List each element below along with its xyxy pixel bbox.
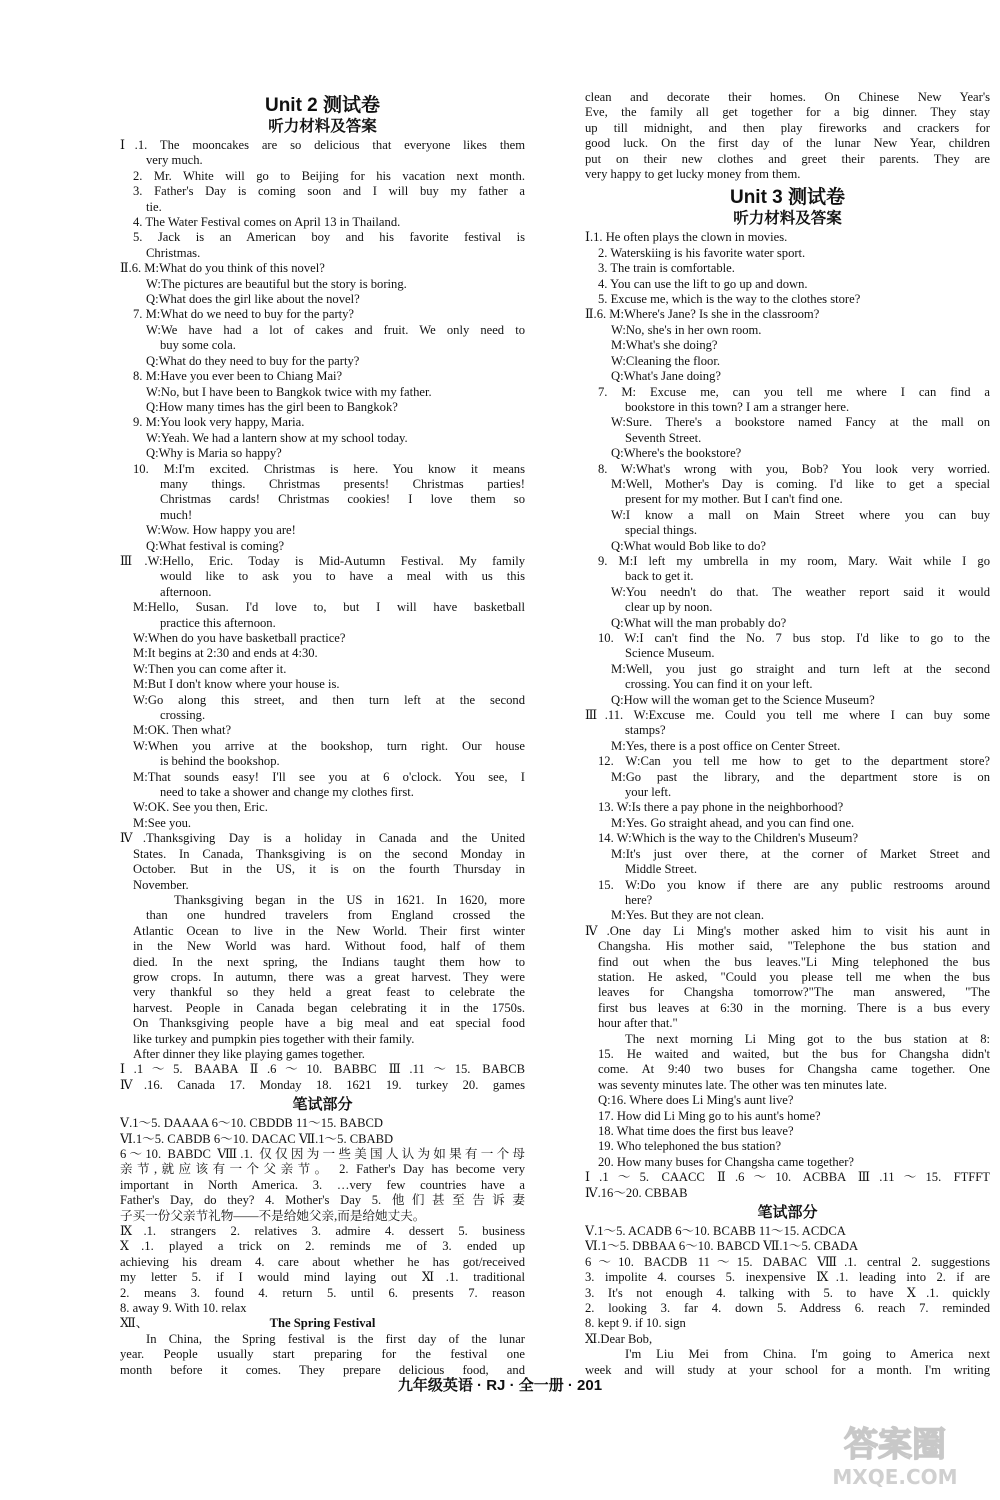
watermark-top-text: 答案圈 [844, 1425, 946, 1465]
text-line: many things. Christmas presents! Christmas parties! [160, 476, 525, 491]
text-line: grow crops. In autumn, there was a great harvest. They were [133, 969, 525, 984]
unit3-written-answers [585, 1224, 990, 1378]
text-line: afternoon. [160, 584, 212, 599]
unit2-written-answers [120, 1116, 525, 1316]
text-line: M:Yes. Go straight ahead, and you can find one. [611, 815, 855, 830]
text-line: 15. He waited and waited, but the bus for Changsha didn't [598, 1046, 990, 1061]
text-line: Ⅵ.1～5. CABDB 6～10. DACAC Ⅶ.1～5. CBABD [120, 1131, 394, 1146]
text-line: was seventy minutes late. The other was ten minutes late. [598, 1077, 887, 1092]
essay-continued [585, 90, 990, 182]
text-line: Ⅱ.6. M:What do you think of this novel? [120, 261, 325, 276]
text-line: W:Go along this street, and then turn left at the second [133, 692, 525, 707]
text-line: Q:How will the woman get to the Science Museum? [611, 692, 875, 707]
text-line: practice this afternoon. [160, 615, 276, 630]
text-line: harvest. People in Canada began celebrating it in the 1750s. [133, 1000, 525, 1015]
text-line: 5. Jack is an American boy and his favorite festival is [133, 230, 525, 245]
text-line: 亲节,就应该有一个父亲节。 2. Father's Day has become very [120, 1162, 525, 1177]
text-line: crossing. You can find it on your left. [625, 677, 813, 692]
text-line: 2. Waterskiing is his favorite water sport. [598, 245, 806, 260]
text-line: 15. W:Do you know if there are any public restrooms around [598, 877, 990, 892]
text-line: W:You needn't do that. The weather report said it would [611, 584, 990, 599]
text-line: 2. looking 3. far 4. down 5. Address 6. reach 7. reminded [585, 1301, 990, 1316]
text-line: 20. How many buses for Changsha came together? [598, 1154, 855, 1169]
text-line: 子买一份父亲节礼物——不是给她父亲,而是给她丈夫。 [120, 1208, 426, 1223]
text-line: put on their new clothes and greet their parents. They are [585, 151, 990, 166]
text-line: 9. M:You look very happy, Maria. [133, 415, 305, 430]
text-line: Ⅹ.1. played a trick on 2. reminds me of 3. ended up [120, 1239, 525, 1254]
text-line: Middle Street. [625, 862, 698, 877]
watermark-logo [800, 1420, 990, 1490]
text-line: find out when the bus leaves."Li Ming telephoned the bus [598, 954, 990, 969]
text-line: Q:How many times has the girl been to Bangkok? [146, 399, 398, 414]
text-line: I'm Liu Mei from China. I'm going to America next [625, 1347, 990, 1362]
watermark-bottom-text: MXQE.COM [832, 1465, 958, 1489]
essay-title: The Spring Festival [269, 1316, 376, 1331]
text-line: W:OK. See you then, Eric. [133, 800, 268, 815]
text-line: need to take a shower and change my clothes first. [160, 785, 414, 800]
text-line: M:Hello, Susan. I'd love to, but I will have basketball [133, 600, 525, 615]
text-line: M:What's she doing? [611, 338, 718, 353]
text-line: W:Yeah. We had a lantern show at my school today. [146, 430, 408, 445]
text-line: good luck. On the first day of the lunar New Year, children [585, 136, 990, 151]
text-line: 7. M: Excuse me, can you tell me where I can find a [598, 384, 990, 399]
text-line: M:Well, you just go straight and turn left at the second [611, 661, 990, 676]
text-line: is behind the bookshop. [160, 754, 280, 769]
text-line: Q:What will the man probably do? [611, 615, 787, 630]
text-line: In China, the Spring festival is the first day of the lunar [146, 1331, 525, 1346]
text-line: M:That sounds easy! I'll see you at 6 o'clock. You see, I [133, 769, 525, 784]
text-line: 5. Excuse me, which is the way to the clothes store? [598, 292, 861, 307]
text-line: Ⅰ.1～5. CAACC Ⅱ.6～10. ACBBA Ⅲ.11～15. FTFFT [585, 1170, 990, 1185]
text-line: come. At 9:40 two buses for Changsha came together. One [598, 1062, 990, 1077]
text-line: Q:Where's the bookstore? [611, 446, 742, 461]
text-line: achieving his dream 4. care about whether he has got/received [120, 1254, 525, 1269]
left-column [120, 90, 525, 1378]
text-line: W:Then you can come after it. [133, 661, 287, 676]
text-line: Ⅰ.1. He often plays the clown in movies. [585, 230, 788, 245]
text-line: much! [160, 507, 193, 522]
text-line: station. He asked, "Could you please tell me when the bus [598, 969, 990, 984]
text-line: crossing. [160, 708, 206, 723]
text-line: leaves for Changsha tomorrow?"The man answered, "The [598, 985, 990, 1000]
text-line: 4. You can use the lift to go up and down. [598, 276, 808, 291]
text-line: On Thanksgiving people have a big meal and eat special food [133, 1016, 525, 1031]
text-line: 13. W:Is there a pay phone in the neighborhood? [598, 800, 844, 815]
text-line: hour after that." [598, 1016, 678, 1031]
text-line: very much. [146, 153, 203, 168]
text-line: 3. It's not enough 4. talking with 5. to have Ⅹ.1. quickly [585, 1285, 990, 1300]
text-line: W:No, she's in her own room. [611, 322, 762, 337]
text-line: 12. W:Can you tell me how to get to the department store? [598, 754, 990, 769]
unit2-listening-title: 听力材料及答案 [268, 118, 377, 135]
text-line: Ⅳ.One day Li Ming's mother asked him to visit his aunt in [585, 923, 990, 938]
text-line: 8. W:What's wrong with you, Bob? You look very worried. [598, 461, 990, 476]
text-line: back to get it. [625, 569, 694, 584]
text-line: tie. [146, 199, 162, 214]
text-line: November. [133, 877, 189, 892]
text-line: M:OK. Then what? [133, 723, 232, 738]
text-line: very happy to get lucky money from them. [585, 167, 801, 182]
text-line: Ⅳ.16. Canada 17. Monday 18. 1621 19. turkey 20. games [120, 1077, 525, 1092]
text-line: Ⅲ.11. W:Excuse me. Could you tell me where I can buy some [585, 708, 990, 723]
text-line: Ⅵ.1～5. DBBAA 6～10. BABCD Ⅶ.1～5. CBADA [585, 1239, 859, 1254]
text-line: W:When do you have basketball practice? [133, 631, 346, 645]
text-line: 6～10. BABDC Ⅷ.1. 仅仅因为一些美国人认为如果有一个母 [120, 1147, 525, 1161]
text-line: 8. kept 9. if 10. sign [585, 1316, 686, 1331]
text-line: States. In Canada, Thanksgiving is on the second Monday in [133, 846, 525, 861]
text-line: my letter 5. if I would mind laying out Ⅺ.1. traditional [120, 1270, 525, 1285]
text-line: Ⅺ.Dear Bob, [585, 1331, 653, 1346]
text-line: Thanksgiving began in the US in 1621. In 1620, more [174, 892, 525, 907]
text-line: W:We have had a lot of cakes and fruit. We only need to [146, 322, 525, 337]
unit2-written-title: 笔试部分 [292, 1096, 353, 1114]
text-line: W:Wow. How happy you are! [146, 523, 296, 538]
text-line: 3. The train is comfortable. [598, 261, 735, 276]
text-line: W:No, but I have been to Bangkok twice with my father. [146, 384, 432, 399]
text-line: 4. The Water Festival comes on April 13 in Thailand. [133, 215, 401, 230]
text-line: 17. How did Li Ming go to his aunt's home? [598, 1108, 821, 1123]
text-line: W:When you arrive at the bookshop, turn right. Our house [133, 738, 525, 753]
text-line: Christmas. [146, 245, 201, 260]
text-line: M:Go past the library, and the department store is on [611, 769, 990, 784]
text-line: October. But in the US, it is on the fourth Thursday in [133, 862, 525, 877]
text-line: Ⅳ.16～20. CBBAB [585, 1185, 688, 1200]
text-line: 10. W:I can't find the No. 7 bus stop. I'd like to go to the [598, 631, 990, 645]
text-line: Eve, the family all get together for a big dinner. They stay [585, 105, 990, 120]
text-line: Ⅳ.Thanksgiving Day is a holiday in Canada and the United [120, 831, 525, 846]
text-line: Ⅰ.1～5. BAABA Ⅱ.6～10. BABBC Ⅲ.11～15. BABCB [120, 1062, 525, 1077]
text-line: in the New World was hard. Without food, half of them [133, 939, 525, 954]
text-line: month before it comes. They prepare delicious food, and [120, 1362, 525, 1377]
text-line: Ⅴ.1～5. ACADB 6～10. BCABB 11～15. ACDCA [585, 1224, 846, 1239]
text-line: here? [625, 892, 653, 907]
text-line: Ⅱ.6. M:Where's Jane? Is she in the classroom? [585, 307, 820, 322]
text-line: 7. M:What do we need to buy for the party? [133, 307, 355, 322]
text-line: first bus leaves at 6:30 in the morning. There is a bus every [598, 1000, 990, 1015]
text-line: like turkey and pumpkin pies together with their family. [133, 1031, 415, 1046]
text-line: Atlantic Ocean to live in the New World. Their first winter [133, 923, 525, 938]
text-line: Q:What would Bob like to do? [611, 538, 766, 553]
text-line: Q:16. Where does Li Ming's aunt live? [598, 1093, 794, 1108]
text-line: clean and decorate their homes. On Chinese New Year's [585, 90, 990, 104]
text-line: W:Sure. There's a bookstore named Fancy at the mall on [611, 415, 990, 430]
text-line: than one hundred travelers from England crossed the [146, 908, 525, 923]
text-line: Q:What festival is coming? [146, 538, 285, 553]
text-line: clear up by noon. [625, 600, 713, 615]
text-line: very thankful so they held a great feast to celebrate the [133, 985, 525, 1000]
text-line: 8. away 9. With 10. relax [120, 1301, 247, 1316]
text-line: stamps? [625, 723, 666, 738]
text-line: Q:What do they need to buy for the party? [146, 353, 360, 368]
text-line: 2. Mr. White will go to Beijing for his vacation next month. [133, 168, 525, 183]
text-line: important in North America. 3. …very few countries have a [120, 1177, 525, 1192]
text-line: 3. Father's Day is coming soon and I will buy my father a [133, 184, 525, 199]
text-line: Ⅲ.W:Hello, Eric. Today is Mid-Autumn Festival. My family [120, 553, 525, 568]
text-line: Q:What does the girl like about the novel? [146, 292, 360, 307]
unit3-title: Unit 3 测试卷 [729, 187, 846, 209]
text-line: 3. impolite 4. courses 5. inexpensive Ⅸ.1. leading into 2. if are [585, 1270, 990, 1285]
text-line: W:The pictures are beautiful but the story is boring. [146, 276, 407, 291]
right-column [585, 90, 990, 1378]
text-line: Changsha. His mother said, "Telephone the bus station and [598, 939, 990, 954]
text-line: died. In the next spring, the Indians taught them how to [133, 954, 525, 969]
text-line: M:But I don't know where your house is. [133, 677, 340, 692]
text-line: 18. What time does the first bus leave? [598, 1124, 794, 1138]
text-line: Science Museum. [625, 646, 715, 661]
text-line: present for my mother. But I can't find one. [625, 492, 843, 507]
text-line: W:I know a mall on Main Street where you can buy [611, 507, 990, 522]
text-line: 9. M:I left my umbrella in my room, Mary. Wait while I go [598, 553, 990, 568]
essay-label: Ⅻ、 [120, 1316, 149, 1331]
text-line: M:It's just over there, at the corner of Market Street and [611, 846, 990, 861]
text-line: M:It begins at 2:30 and ends at 4:30. [133, 646, 318, 661]
text-line: 14. W:Which is the way to the Children's Museum? [598, 831, 859, 846]
page-footer: 九年级英语 · RJ · 全一册 · 201 [397, 1377, 603, 1394]
text-line: M:Well, Mother's Day is coming. I'd like to get a special [611, 476, 990, 491]
unit2-listening-text [120, 138, 525, 1093]
text-line: bookstore in this town? I am a stranger here. [625, 399, 850, 414]
text-line: would like to ask you to have a meal with us this [160, 569, 525, 584]
unit3-listening-title: 听力材料及答案 [733, 210, 842, 228]
text-line: Christmas cards! Christmas cookies! I love them so [160, 492, 525, 507]
text-line: Ⅴ.1～5. DAAAA 6～10. CBDDB 11～15. BABCD [120, 1116, 383, 1131]
text-line: After dinner they like playing games together. [133, 1046, 365, 1061]
text-line: week and will study at your school for a month. I'm writing [585, 1362, 990, 1377]
text-line: M:See you. [133, 815, 192, 830]
text-line: Ⅰ.1. The mooncakes are so delicious that everyone likes them [120, 138, 525, 152]
text-line: 8. M:Have you ever been to Chiang Mai? [133, 369, 343, 384]
text-line: 6～10. BACDB 11～15. DABAC Ⅷ.1. central 2. suggestions [585, 1254, 990, 1269]
unit3-listening-text [585, 230, 990, 1201]
text-line: W:Cleaning the floor. [611, 353, 721, 368]
essay-text [120, 1332, 525, 1378]
text-line: your left. [625, 785, 672, 800]
unit2-title: Unit 2 测试卷 [264, 95, 381, 116]
text-line: Seventh Street. [625, 430, 702, 445]
text-line: Q:Why is Maria so happy? [146, 446, 282, 461]
text-line: up till midnight, and then play fireworks and crackers for [585, 120, 990, 135]
text-line: year. People usually start preparing for the festival one [120, 1347, 525, 1362]
text-line: Q:What's Jane doing? [611, 369, 721, 384]
unit3-written-title: 笔试部分 [757, 1204, 818, 1222]
text-line: Father's Day, do they? 4. Mother's Day 5. 他们甚至告诉妻 [120, 1193, 525, 1208]
text-line: special things. [625, 523, 698, 538]
text-line: 2. means 3. found 4. return 5. until 6. presents 7. reason [120, 1285, 525, 1300]
text-line: buy some cola. [160, 338, 236, 353]
text-line: M:Yes. But they are not clean. [611, 908, 764, 923]
text-line: The next morning Li Ming got to the bus station at 8: [625, 1031, 990, 1046]
text-line: 10. M:I'm excited. Christmas is here. You know it means [133, 461, 525, 476]
text-line: Ⅸ.1. strangers 2. relatives 3. admire 4. dessert 5. business [120, 1224, 525, 1239]
text-line: 19. Who telephoned the bus station? [598, 1139, 782, 1154]
text-line: M:Yes, there is a post office on Center Street. [611, 738, 841, 753]
